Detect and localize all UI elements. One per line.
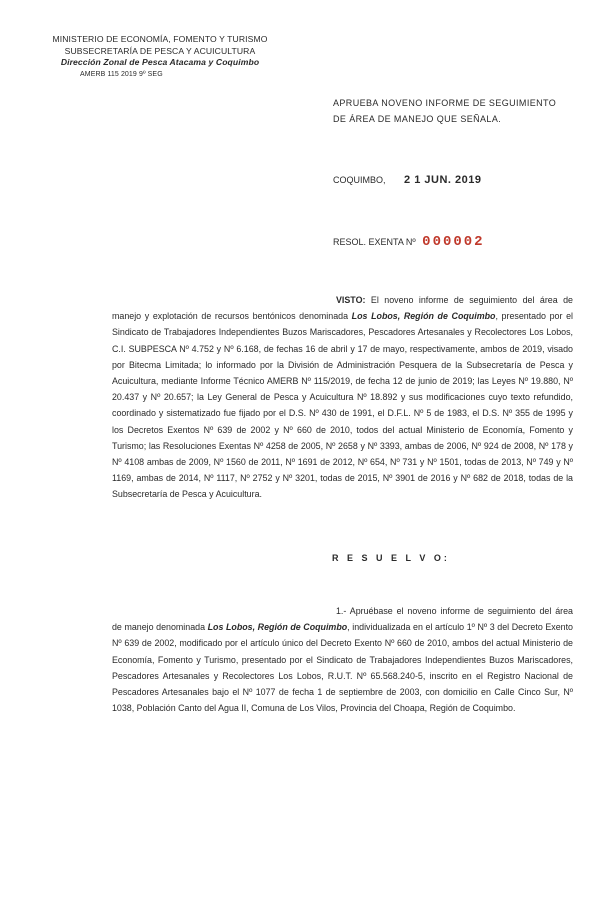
resolution-paragraph-1 (112, 603, 573, 716)
visto-text-2: , presentado por el Sindicato de Trabajadores Independientes Buzos Mariscadores, Pescadores Artesanales y Recolectores Los Lobos, C.I. SUBPESCA Nº 4.752 y Nº 6.168, de fechas 16 de abril y 17 de mayo, respectivamente, ambos de 2019, visado por Bitecma Limitada; lo informado por la División de Administración Pesquera de la Subsecretaría de Pesca y Acuicultura, mediante Informe Técnico AMERB Nº 115/2019, de fecha 12 de junio de 2019; las Leyes Nº 19.880, Nº 20.437 y Nº 20.657; la Ley General de Pesca y Acuicultura Nº 18.892 y sus modificaciones cuyo texto refundido, coordinado y sistematizado fue fijado por el D.S. Nº 430 de 1991, el D.F.L. Nº 5 de 1983, el D.S. Nº 355 de 1995 y los Decretos Exentos Nº 639 de 2002 y Nº 660 de 2010, todos del actual Ministerio de Economía, Fomento y Turismo; las Resoluciones Exentas Nº 4258 de 2005, Nº 2658 y Nº 3393, ambas de 2006, Nº 924 de 2008, Nº 178 y Nº 4108 ambas de 2009, Nº 1560 de 2011, Nº 1691 de 2012, Nº 654, Nº 731 y Nº 1501, todas de 2013, Nº 749 y Nº 1169, ambas de 2014, Nº 1117, Nº 2752 y Nº 3201, todas de 2015, Nº 3901 de 2016 y Nº 682 de 2018, todas de la Subsecretaría de Pesca y Acuicultura. (112, 311, 573, 500)
file-reference: AMERB 115 2019 9º SEG (80, 70, 163, 78)
subsecretariat-name: SUBSECRETARÍA DE PESCA Y ACUICULTURA (64, 45, 256, 56)
resolution-label: RESOL. EXENTA Nº (333, 237, 416, 247)
paragraph-1-text-2: , individualizada en el artículo 1º Nº 3 del Decreto Exento Nº 639 de 2002, modificado por el artículo único del Decreto Exento Nº 660 de 2010, ambos del actual Ministerio de Economía, Fomento y Turismo, presentado por el Sindicato de Trabajadores Independientes Buzos Mariscadores, Pescadores Artesanales y Recolectores Los Lobos, R.U.T. Nº 65.568.240-5, inscrito en el Registro Nacional de Pescadores Artesanales bajo el Nº 1077 de fecha 1 de septiembre de 2003, con domicilio en Calle Cinco Sur, Nº 1038, Población Canto del Agua II, Comuna de Los Vilos, Provincia del Choapa, Región de Coquimbo. (112, 622, 573, 714)
visto-paragraph (112, 292, 573, 503)
ministry-name: MINISTERIO DE ECONOMÍA, FOMENTO Y TURISMO (52, 34, 268, 44)
paragraph-1-text-1: 1.- Apruébase el noveno informe de seguimiento del área de manejo denominada (112, 606, 573, 633)
visto-text-1: El noveno informe de seguimiento del área de manejo y explotación de recursos bentónicos denominada (112, 295, 573, 322)
date-stamp: 2 1 JUN. 2019 (404, 174, 482, 186)
resolution-number: 000002 (422, 234, 485, 250)
letterhead (40, 34, 280, 80)
visto-label: VISTO: (336, 295, 366, 305)
date-line (333, 174, 481, 186)
subject-line-1: APRUEBA NOVENO INFORME DE SEGUIMIENTO (333, 98, 557, 108)
zonal-direction-name: Dirección Zonal de Pesca Atacama y Coquimbo (60, 57, 260, 67)
resuelvo-heading: R E S U E L V O: (332, 553, 450, 563)
date-place: COQUIMBO, (333, 175, 386, 185)
paragraph-1-area-name: Los Lobos, Región de Coquimbo (207, 622, 348, 633)
resolution-line (333, 234, 485, 250)
visto-area-name: Los Lobos, Región de Coquimbo (351, 311, 496, 322)
subject-line-2: DE ÁREA DE MANEJO QUE SEÑALA. (333, 114, 502, 124)
subject-block (333, 95, 573, 127)
